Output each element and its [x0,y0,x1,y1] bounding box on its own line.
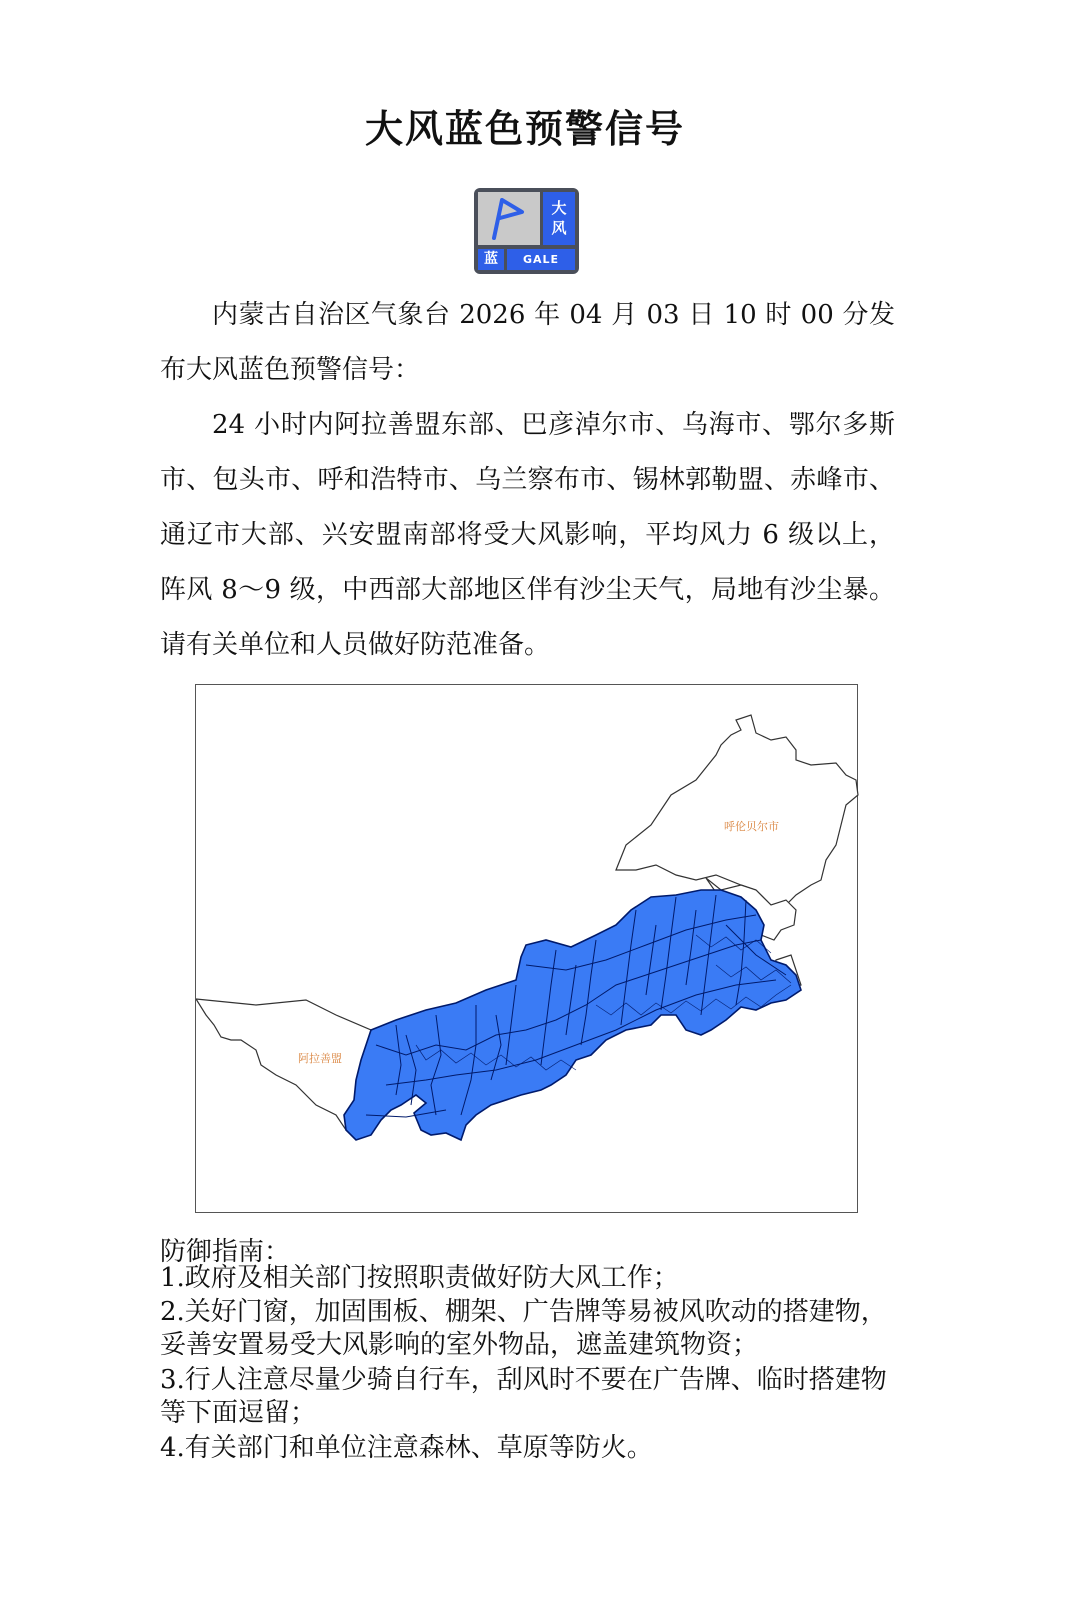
badge-english: GALE [507,249,575,270]
guide-item-4: 4.有关部门和单位注意森林、草原等防火。 [160,1433,653,1463]
badge-char-1: 大 [551,199,567,217]
region-hulunbuir [616,715,858,910]
map-svg [196,685,859,1214]
guide-item-1: 1.政府及相关部门按照职责做好防大风工作； [160,1263,679,1293]
label-alxa: 阿拉善盟 [298,1052,342,1065]
region-warning-area [344,890,801,1140]
guide-title: 防御指南： [160,1237,291,1267]
flag-icon-area [478,192,540,245]
page-title: 大风蓝色预警信号 [364,107,685,151]
warning-map [195,684,858,1213]
label-hulunbuir: 呼伦贝尔市 [724,820,779,833]
badge-side-text [543,192,575,245]
warning-badge [474,188,579,274]
region-alxa [196,999,371,1130]
badge-level: 蓝 [478,249,504,270]
guide-item-2: 2.关好门窗，加固围板、棚架、广告牌等易被风吹动的搭建物，妥善安置易受大风影响的室外物品，遮盖建筑物资； [160,1297,887,1360]
badge-char-2: 风 [551,219,567,237]
issue-paragraph: 内蒙古自治区气象台 2026 年 04 月 03 日 10 时 00 分发布大风蓝色预警信号： [160,300,895,385]
guide-item-3: 3.行人注意尽量少骑自行车，刮风时不要在广告牌、临时搭建物等下面逗留； [160,1365,887,1428]
flag-icon [478,192,540,245]
warning-detail-paragraph: 24 小时内阿拉善盟东部、巴彦淖尔市、乌海市、鄂尔多斯市、包头市、呼和浩特市、乌兰察布市、锡林郭勒盟、赤峰市、通辽市大部、兴安盟南部将受大风影响，平均风力 6 级以上，阵风 8～9 级，中西部大部地区伴有沙尘天气，局地有沙尘暴。请有关单位和人员做好防范准备。 [160,410,895,660]
